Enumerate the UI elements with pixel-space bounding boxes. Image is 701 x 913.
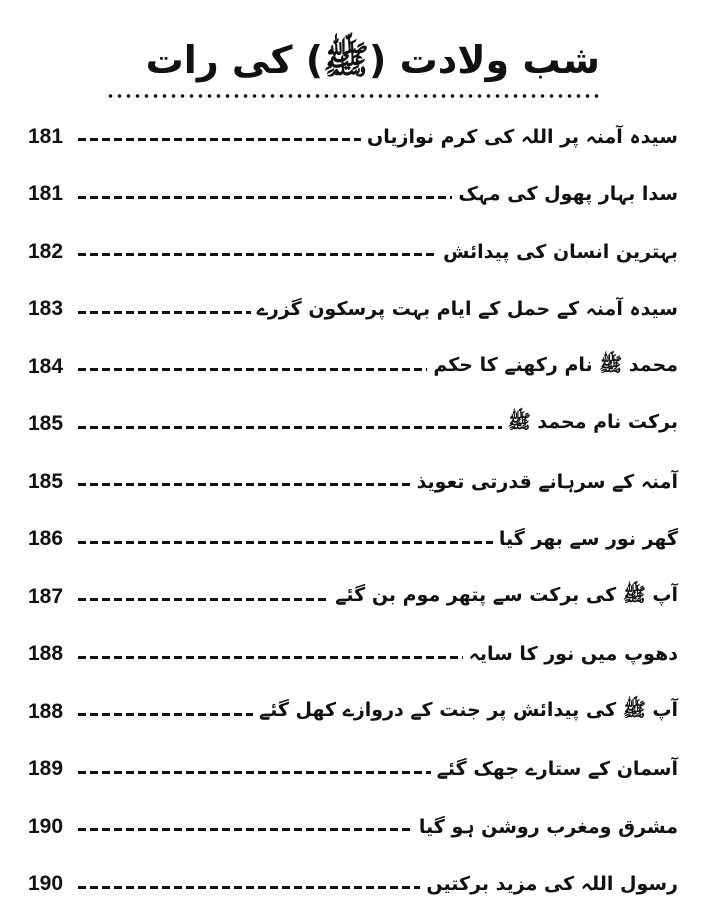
toc-row <box>28 683 678 741</box>
toc-dash-leader <box>78 311 251 314</box>
toc-dash-leader <box>78 541 493 544</box>
toc-page-number: 181 <box>28 125 74 149</box>
toc-entry-title: مشرق ومغرب روشن ہو گیا <box>419 816 678 838</box>
toc-entry-title: آپ ﷺ کی پیدائش پر جنت کے دروازے کھل گئے <box>259 698 678 726</box>
toc-page-number: 181 <box>28 182 74 206</box>
toc-dash-leader <box>78 253 437 256</box>
toc-row <box>28 741 678 799</box>
chapter-title-block <box>100 30 600 100</box>
toc-entry-title: سدا بہار پھول کی مہک <box>458 183 678 205</box>
toc-entry-title: بہترین انسان کی پیدائش <box>443 241 678 263</box>
toc-row <box>28 108 678 166</box>
toc-page-number: 184 <box>28 355 74 379</box>
toc-dash-leader <box>78 886 420 889</box>
toc-entry-title: سیدہ آمنہ پر اللہ کی کرم نوازیاں <box>367 126 678 148</box>
toc-row <box>28 511 678 569</box>
toc-entry-title: سیدہ آمنہ کے حمل کے ایام بہت پرسکون گزرے <box>257 298 678 320</box>
toc-dash-leader <box>78 656 463 659</box>
toc-page-number: 185 <box>28 412 74 436</box>
toc-row <box>28 568 678 626</box>
toc-row <box>28 223 678 281</box>
toc-entry-title: محمد ﷺ نام رکھنے کا حکم <box>433 353 678 381</box>
toc-page-number: 183 <box>28 297 74 321</box>
toc-entry-title: دھوپ میں نور کا سایہ <box>469 643 678 665</box>
toc-row <box>28 453 678 511</box>
toc-page-number: 186 <box>28 527 74 551</box>
title-dotted-underline <box>106 92 600 100</box>
toc-dash-leader <box>78 368 427 371</box>
toc-dash-leader <box>78 426 502 429</box>
toc-entry-title: گھر نور سے بھر گیا <box>499 528 678 550</box>
toc-dash-leader <box>78 483 411 486</box>
toc-page-number: 188 <box>28 700 74 724</box>
table-of-contents <box>28 108 678 913</box>
toc-row <box>28 166 678 224</box>
toc-row <box>28 338 678 396</box>
toc-page-number: 182 <box>28 240 74 264</box>
toc-row <box>28 626 678 684</box>
toc-page-number: 190 <box>28 872 74 896</box>
toc-page-number: 188 <box>28 642 74 666</box>
toc-page-number: 185 <box>28 470 74 494</box>
toc-dash-leader <box>78 713 253 716</box>
toc-dash-leader <box>78 138 361 141</box>
toc-dash-leader <box>78 828 413 831</box>
toc-entry-title: آسمان کے ستارے جھک گئے <box>437 758 678 780</box>
toc-row <box>28 281 678 339</box>
toc-page-number: 187 <box>28 585 74 609</box>
toc-dash-leader <box>78 196 452 199</box>
toc-dash-leader <box>78 771 431 774</box>
toc-page-number: 189 <box>28 757 74 781</box>
toc-row <box>28 856 678 913</box>
toc-dash-leader <box>78 598 329 601</box>
toc-row <box>28 396 678 454</box>
toc-row <box>28 798 678 856</box>
toc-entry-title: رسول اللہ کی مزید برکتیں <box>426 873 678 895</box>
toc-entry-title: برکت نام محمد ﷺ <box>508 410 678 438</box>
toc-entry-title: آپ ﷺ کی برکت سے پتھر موم بن گئے <box>335 583 678 611</box>
toc-entry-title: آمنہ کے سرہانے قدرتی تعویذ <box>417 471 678 493</box>
toc-page-number: 190 <box>28 815 74 839</box>
chapter-title: شب ولادت (ﷺ) کی رات <box>100 30 600 90</box>
